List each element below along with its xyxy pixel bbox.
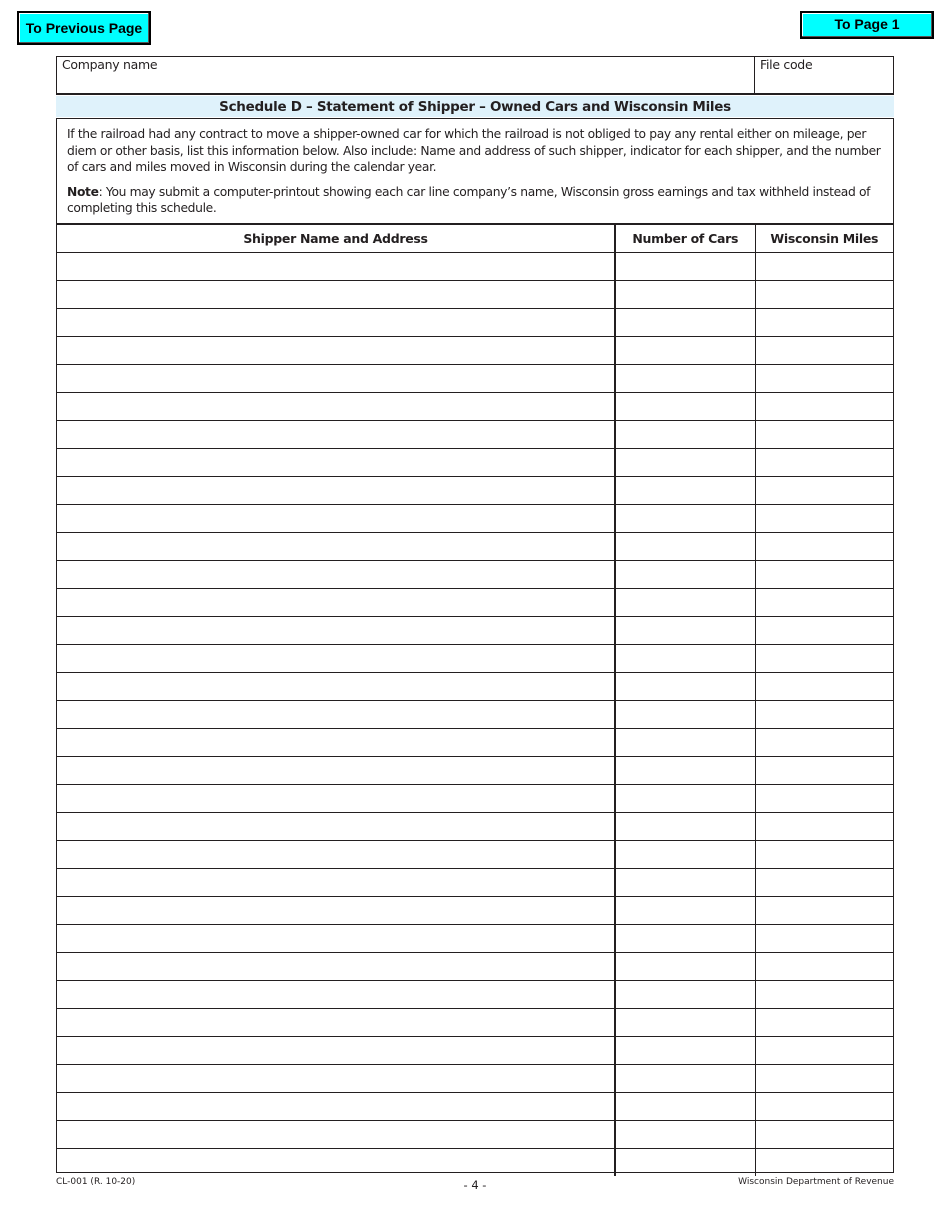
table-cell — [615, 588, 755, 616]
number-of-cars-input[interactable] — [616, 785, 755, 811]
wisconsin-miles-input[interactable] — [756, 449, 894, 475]
table-row — [57, 392, 893, 420]
number-of-cars-input[interactable] — [616, 1009, 755, 1035]
table-cell — [755, 1064, 893, 1092]
table-cell — [755, 840, 893, 868]
shipper-name-input[interactable] — [57, 757, 614, 783]
table-cell — [615, 840, 755, 868]
table-header-row — [57, 225, 893, 252]
previous-page-button[interactable]: To Previous Page — [17, 11, 151, 45]
number-of-cars-input[interactable] — [616, 281, 755, 307]
number-of-cars-input[interactable] — [616, 757, 755, 783]
number-of-cars-input[interactable] — [616, 1121, 755, 1147]
file-code-label: File code — [760, 57, 813, 72]
table-cell — [755, 532, 893, 560]
table-cell — [755, 280, 893, 308]
shipper-name-input[interactable] — [57, 533, 614, 559]
table-cell — [57, 1120, 615, 1148]
table-cell — [57, 504, 615, 532]
number-of-cars-input[interactable] — [616, 1037, 755, 1063]
number-of-cars-input[interactable] — [616, 393, 755, 419]
agency-name: Wisconsin Department of Revenue — [738, 1177, 894, 1187]
number-of-cars-input[interactable] — [616, 925, 755, 951]
table-row — [57, 700, 893, 728]
wisconsin-miles-input[interactable] — [756, 1149, 894, 1175]
table-cell — [57, 336, 615, 364]
table-row — [57, 896, 893, 924]
table-cell — [57, 728, 615, 756]
table-cell — [755, 448, 893, 476]
table-cell — [755, 784, 893, 812]
table-cell — [57, 980, 615, 1008]
table-row — [57, 644, 893, 672]
file-code-input[interactable] — [759, 74, 889, 93]
number-of-cars-input[interactable] — [616, 533, 755, 559]
table-cell — [615, 980, 755, 1008]
table-cell — [57, 868, 615, 896]
table-cell — [615, 420, 755, 448]
table-cell — [755, 616, 893, 644]
table-cell — [57, 476, 615, 504]
shipper-name-input[interactable] — [57, 393, 614, 419]
table-row — [57, 980, 893, 1008]
shipper-name-input[interactable] — [57, 365, 614, 391]
table-cell — [755, 364, 893, 392]
wisconsin-miles-input[interactable] — [756, 365, 894, 391]
wisconsin-miles-input[interactable] — [756, 785, 894, 811]
shipper-name-input[interactable] — [57, 729, 614, 755]
wisconsin-miles-input[interactable] — [756, 505, 894, 531]
table-row — [57, 616, 893, 644]
table-row — [57, 784, 893, 812]
table-cell — [615, 812, 755, 840]
number-of-cars-input[interactable] — [616, 729, 755, 755]
table-row — [57, 672, 893, 700]
table-cell — [755, 308, 893, 336]
wisconsin-miles-input[interactable] — [756, 477, 894, 503]
header-row — [56, 56, 894, 95]
number-of-cars-input[interactable] — [616, 617, 755, 643]
shipper-name-input[interactable] — [57, 337, 614, 363]
wisconsin-miles-input[interactable] — [756, 421, 894, 447]
table-cell — [755, 700, 893, 728]
shipper-name-input[interactable] — [57, 869, 614, 895]
shipper-name-input[interactable] — [57, 841, 614, 867]
table-cell — [57, 952, 615, 980]
shipper-name-input[interactable] — [57, 309, 614, 335]
shipper-name-input[interactable] — [57, 253, 614, 279]
table-cell — [615, 700, 755, 728]
table-row — [57, 924, 893, 952]
table-cell — [57, 364, 615, 392]
note-text: : You may submit a computer-printout showing each car line company’s name, Wisconsin gross earnings and tax withheld instead of completing this schedule. — [67, 184, 871, 215]
table-row — [57, 1008, 893, 1036]
table-cell — [755, 672, 893, 700]
shipper-name-input[interactable] — [57, 477, 614, 503]
table-cell — [615, 924, 755, 952]
number-of-cars-input[interactable] — [616, 841, 755, 867]
number-of-cars-input[interactable] — [616, 673, 755, 699]
table-cell — [57, 252, 615, 280]
table-row — [57, 504, 893, 532]
table-cell — [615, 728, 755, 756]
table-cell — [57, 840, 615, 868]
note-paragraph — [67, 184, 883, 217]
table-cell — [755, 1008, 893, 1036]
table-cell — [755, 756, 893, 784]
shipper-name-input[interactable] — [57, 785, 614, 811]
table-cell — [57, 896, 615, 924]
table-cell — [57, 448, 615, 476]
number-of-cars-input[interactable] — [616, 813, 755, 839]
file-code-cell — [755, 57, 893, 93]
table-cell — [615, 364, 755, 392]
table-cell — [57, 756, 615, 784]
wisconsin-miles-input[interactable] — [756, 897, 894, 923]
note-label: Note — [67, 184, 99, 199]
number-of-cars-input[interactable] — [616, 337, 755, 363]
table-row — [57, 476, 893, 504]
table-cell — [615, 252, 755, 280]
table-cell — [615, 1064, 755, 1092]
column-header-miles: Wisconsin Miles — [755, 225, 893, 252]
wisconsin-miles-input[interactable] — [756, 1037, 894, 1063]
table-cell — [755, 1036, 893, 1064]
table-cell — [57, 392, 615, 420]
table-row — [57, 420, 893, 448]
wisconsin-miles-input[interactable] — [756, 757, 894, 783]
shipper-name-input[interactable] — [57, 1149, 614, 1175]
wisconsin-miles-input[interactable] — [756, 533, 894, 559]
table-cell — [57, 532, 615, 560]
table-row — [57, 364, 893, 392]
table-body — [57, 252, 893, 1176]
column-header-shipper: Shipper Name and Address — [57, 225, 615, 252]
wisconsin-miles-input[interactable] — [756, 925, 894, 951]
table-cell — [57, 560, 615, 588]
schedule-title: Schedule D – Statement of Shipper – Owned Cars and Wisconsin Miles — [56, 96, 894, 117]
wisconsin-miles-input[interactable] — [756, 1121, 894, 1147]
number-of-cars-input[interactable] — [616, 561, 755, 587]
table-cell — [57, 672, 615, 700]
table-cell — [755, 392, 893, 420]
wisconsin-miles-input[interactable] — [756, 253, 894, 279]
number-of-cars-input[interactable] — [616, 1065, 755, 1091]
table-cell — [755, 476, 893, 504]
table-cell — [615, 1092, 755, 1120]
table-cell — [615, 280, 755, 308]
shipper-name-input[interactable] — [57, 813, 614, 839]
table-cell — [755, 1148, 893, 1176]
shipper-name-input[interactable] — [57, 617, 614, 643]
table-cell — [615, 504, 755, 532]
table-cell — [755, 336, 893, 364]
instructions-box — [56, 118, 894, 224]
table-cell — [615, 644, 755, 672]
number-of-cars-input[interactable] — [616, 1149, 755, 1175]
table-cell — [755, 896, 893, 924]
shipper-name-input[interactable] — [57, 1093, 614, 1119]
table-row — [57, 1092, 893, 1120]
shipper-name-input[interactable] — [57, 1121, 614, 1147]
table-cell — [57, 420, 615, 448]
table-cell — [755, 728, 893, 756]
company-name-label: Company name — [62, 57, 158, 72]
table-cell — [615, 896, 755, 924]
table-cell — [57, 616, 615, 644]
wisconsin-miles-input[interactable] — [756, 561, 894, 587]
shipper-name-input[interactable] — [57, 953, 614, 979]
number-of-cars-input[interactable] — [616, 449, 755, 475]
table-row — [57, 336, 893, 364]
wisconsin-miles-input[interactable] — [756, 813, 894, 839]
table-row — [57, 1120, 893, 1148]
table-cell — [615, 1120, 755, 1148]
number-of-cars-input[interactable] — [616, 365, 755, 391]
table-row — [57, 756, 893, 784]
table-cell — [615, 1036, 755, 1064]
wisconsin-miles-input[interactable] — [756, 729, 894, 755]
table-cell — [57, 308, 615, 336]
table-row — [57, 728, 893, 756]
wisconsin-miles-input[interactable] — [756, 617, 894, 643]
number-of-cars-input[interactable] — [616, 505, 755, 531]
table-cell — [57, 784, 615, 812]
number-of-cars-input[interactable] — [616, 1093, 755, 1119]
number-of-cars-input[interactable] — [616, 869, 755, 895]
wisconsin-miles-input[interactable] — [756, 673, 894, 699]
number-of-cars-input[interactable] — [616, 701, 755, 727]
table-cell — [615, 1008, 755, 1036]
table-row — [57, 868, 893, 896]
shipper-name-input[interactable] — [57, 897, 614, 923]
table-cell — [755, 560, 893, 588]
company-name-input[interactable] — [61, 74, 750, 93]
table-cell — [57, 644, 615, 672]
table-cell — [57, 588, 615, 616]
shipper-name-input[interactable] — [57, 1037, 614, 1063]
table-row — [57, 308, 893, 336]
table-cell — [615, 476, 755, 504]
wisconsin-miles-input[interactable] — [756, 589, 894, 615]
wisconsin-miles-input[interactable] — [756, 309, 894, 335]
shipper-name-input[interactable] — [57, 701, 614, 727]
table-row — [57, 560, 893, 588]
table-cell — [615, 672, 755, 700]
table-cell — [615, 392, 755, 420]
table-cell — [615, 784, 755, 812]
wisconsin-miles-input[interactable] — [756, 1093, 894, 1119]
instructions-text: If the railroad had any contract to move a shipper-owned car for which the railroad is not obliged to pay any rental either on mileage, per diem or other basis, list this information below. Also include: Name and address of such shipper, indicator for each shipper, and the number of cars and miles moved in Wisconsin during the calendar year. — [67, 127, 881, 174]
table-cell — [57, 812, 615, 840]
table-cell — [615, 336, 755, 364]
wisconsin-miles-input[interactable] — [756, 337, 894, 363]
wisconsin-miles-input[interactable] — [756, 393, 894, 419]
wisconsin-miles-input[interactable] — [756, 701, 894, 727]
table-cell — [57, 924, 615, 952]
wisconsin-miles-input[interactable] — [756, 953, 894, 979]
table-cell — [755, 252, 893, 280]
table-cell — [755, 952, 893, 980]
table-row — [57, 812, 893, 840]
table-cell — [615, 1148, 755, 1176]
wisconsin-miles-input[interactable] — [756, 645, 894, 671]
number-of-cars-input[interactable] — [616, 477, 755, 503]
shipper-table — [56, 223, 894, 1173]
table-row — [57, 280, 893, 308]
number-of-cars-input[interactable] — [616, 981, 755, 1007]
shipper-name-input[interactable] — [57, 449, 614, 475]
table-cell — [615, 560, 755, 588]
shipper-name-input[interactable] — [57, 421, 614, 447]
table-cell — [615, 756, 755, 784]
table-cell — [57, 280, 615, 308]
shipper-name-input[interactable] — [57, 1009, 614, 1035]
table-row — [57, 448, 893, 476]
wisconsin-miles-input[interactable] — [756, 281, 894, 307]
table-row — [57, 252, 893, 280]
wisconsin-miles-input[interactable] — [756, 1009, 894, 1035]
table-cell — [755, 644, 893, 672]
shipper-name-input[interactable] — [57, 645, 614, 671]
table-cell — [755, 980, 893, 1008]
table-cell — [615, 532, 755, 560]
table-cell — [57, 1148, 615, 1176]
table-row — [57, 1064, 893, 1092]
table-cell — [755, 504, 893, 532]
table-cell — [755, 1092, 893, 1120]
to-page-1-button[interactable]: To Page 1 — [800, 11, 934, 39]
shipper-name-input[interactable] — [57, 589, 614, 615]
table-row — [57, 588, 893, 616]
table-cell — [57, 700, 615, 728]
table-cell — [615, 308, 755, 336]
wisconsin-miles-input[interactable] — [756, 1065, 894, 1091]
table-row — [57, 1036, 893, 1064]
page-number: - 4 - — [463, 1178, 487, 1192]
shipper-name-input[interactable] — [57, 925, 614, 951]
company-name-cell — [57, 57, 755, 93]
table-cell — [615, 616, 755, 644]
table-cell — [755, 812, 893, 840]
shipper-name-input[interactable] — [57, 281, 614, 307]
table-row — [57, 532, 893, 560]
table-cell — [615, 952, 755, 980]
table-cell — [755, 868, 893, 896]
number-of-cars-input[interactable] — [616, 645, 755, 671]
form-id: CL-001 (R. 10-20) — [56, 1177, 136, 1187]
number-of-cars-input[interactable] — [616, 953, 755, 979]
table-cell — [615, 868, 755, 896]
table-row — [57, 952, 893, 980]
number-of-cars-input[interactable] — [616, 589, 755, 615]
number-of-cars-input[interactable] — [616, 309, 755, 335]
wisconsin-miles-input[interactable] — [756, 981, 894, 1007]
shipper-name-input[interactable] — [57, 673, 614, 699]
table-cell — [57, 1064, 615, 1092]
table-cell — [57, 1036, 615, 1064]
table-row — [57, 840, 893, 868]
number-of-cars-input[interactable] — [616, 421, 755, 447]
table-cell — [755, 420, 893, 448]
shipper-name-input[interactable] — [57, 1065, 614, 1091]
table-cell — [755, 1120, 893, 1148]
number-of-cars-input[interactable] — [616, 253, 755, 279]
table-row — [57, 1148, 893, 1176]
column-header-cars: Number of Cars — [615, 225, 755, 252]
table-cell — [755, 924, 893, 952]
shipper-name-input[interactable] — [57, 981, 614, 1007]
table-cell — [57, 1092, 615, 1120]
wisconsin-miles-input[interactable] — [756, 869, 894, 895]
table-cell — [615, 448, 755, 476]
table-cell — [57, 1008, 615, 1036]
shipper-name-input[interactable] — [57, 505, 614, 531]
wisconsin-miles-input[interactable] — [756, 841, 894, 867]
number-of-cars-input[interactable] — [616, 897, 755, 923]
table-cell — [755, 588, 893, 616]
shipper-name-input[interactable] — [57, 561, 614, 587]
